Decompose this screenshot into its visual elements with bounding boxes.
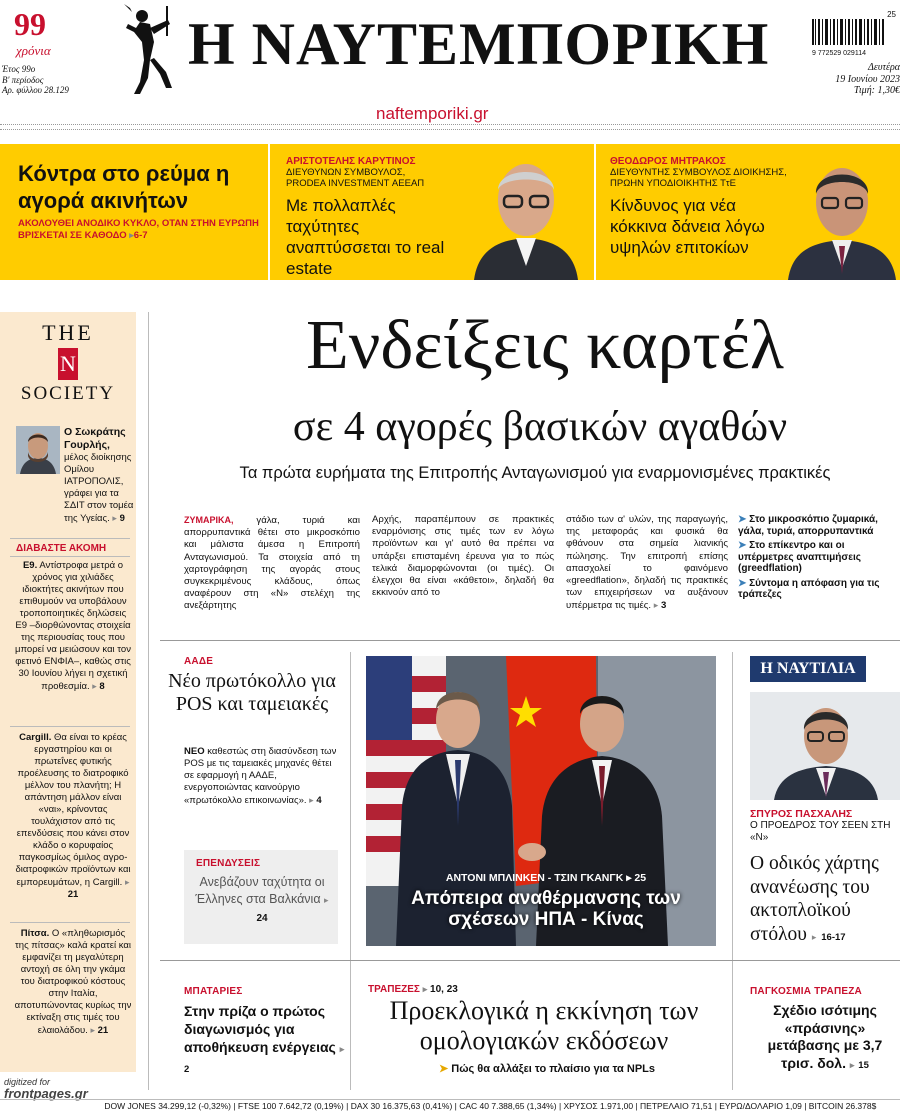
page-ref: 21 <box>67 889 79 900</box>
banner-divider <box>268 144 270 280</box>
interviewee-role: ΠΡΩΗΝ ΥΠΟΔΙΟΙΚΗΤΗΣ ΤτΕ <box>610 178 736 189</box>
ticker-item: FTSE 100 7.642,72 (0,19%) <box>237 1101 344 1111</box>
banks-kicker: ΤΡΑΠΕΖΕΣ <box>368 984 420 995</box>
page-arrow-icon: ▸ <box>92 681 97 691</box>
item-text: Ο «πληθωρισμός της πίτσας» καλά κρατεί και εμφανίζει τη μεγαλύτερη αντοχή σε όλη την γκάμα του διατροφικού κόστους στην Ιταλία, αποτυπώνοντας κυρίως την εκτίναξη στις τιμές του ελαιολάδου. <box>14 928 132 1036</box>
banner-divider <box>594 144 596 280</box>
interview-quote: Με πολλαπλές ταχύτητες αναπτύσσεται το real estate <box>286 196 445 278</box>
nautilia-headline <box>750 852 900 949</box>
page-arrow-icon: ▸ <box>90 1025 95 1035</box>
bullet-text: Σύντομα η απόφαση για τις τράπεζες <box>738 577 880 600</box>
barcode-icon <box>812 19 884 45</box>
kicker-text: ΑΚΟΛΟΥΘΕΙ ΑΝΟΔΙΚΟ ΚΥΚΛΟ, ΟΤΑΝ ΣΤΗΝ ΕΥΡΩΠΗ ΒΡΙΣΚΕΤΑΙ ΣΕ ΚΑΘΟΔΟ <box>18 218 259 241</box>
banks-headline[interactable]: Προεκλογικά η εκκίνηση των ομολογιακών εκδόσεων <box>389 996 699 1055</box>
photo-headline[interactable]: Απόπειρα αναθέρμανσης των σχέσεων ΗΠΑ - Κίνας <box>411 888 681 930</box>
columnist-name: Ο Σωκράτης Γουρλής, <box>64 426 126 451</box>
lead-dropcap-word: ΖΥΜΑΡΙΚΑ, <box>184 515 234 525</box>
logo-bottom: SOCIETY <box>20 383 116 404</box>
batteries-kicker: ΜΠΑΤΑΡΙΕΣ <box>184 986 243 997</box>
ticker-item: CAC 40 7.388,65 (1,34%) <box>459 1101 557 1111</box>
interviewee-role: ΔΙΕΥΘΥΝΩΝ ΣΥΜΒΟΥΛΟΣ, <box>286 167 406 178</box>
sidebar-rule <box>10 538 130 539</box>
page-arrow-icon: ▸ <box>324 895 329 905</box>
sidebar-item-pizza[interactable] <box>14 928 132 1037</box>
issue-info <box>2 64 69 96</box>
banner-interview-2[interactable] <box>610 156 790 258</box>
bullet-arrow-icon: ➤ <box>738 577 747 589</box>
ticker-item: DOW JONES 34.299,12 (-0,32%) <box>104 1101 231 1111</box>
portrait-mitrakos-icon <box>784 150 900 280</box>
aade-body: καθεστώς στη διασύνδεση των POS με τις ταμειακές μηχανές θέτει σε εφαρμογή η ΑΑΔΕ, ενεργοποιώντας καινούργιο «πρωτόκολλο επικοινωνίας». <box>184 746 337 806</box>
page-arrow-icon: ▸ <box>422 984 428 994</box>
column-rule <box>350 652 351 1090</box>
bullet-text: Στο επίκεντρο και οι υπέρμετρες αναπτιμήσεις (greedflation) <box>738 540 861 574</box>
main-subheadline: σε 4 αγορές βασικών αγαθών <box>292 404 788 450</box>
read-more-label: ΔΙΑΒΑΣΤΕ ΑΚΟΜΗ <box>16 543 107 554</box>
invest-kicker: ΕΠΕΝΔΥΣΕΙΣ <box>196 858 261 869</box>
interviewee-role: ΔΙΕΥΘΥΝΤΗΣ ΣΥΜΒΟΥΛΟΣ ΔΙΟΙΚΗΣΗΣ, <box>610 167 787 178</box>
page-ref: 2 <box>184 1064 190 1075</box>
masthead-rule <box>0 129 900 130</box>
page-arrow-icon: ▸ <box>653 600 659 611</box>
market-ticker: DOW JONES 34.299,12 (-0,32%) | FTSE 100 7.642,72 (0,19%) | DAX 30 16.375,63 (0,41%) | CAC 40 7.388,65 (1,34%) | ΧΡΥΣΟΣ 1.971,00 | ΠΕΤΡΕΛΑΙΟ 71,51 | ΕΥΡΩ/ΔΟΛΑΡΙΟ 1,09 | BITCOIN 26.378$ <box>0 1099 900 1112</box>
price: Τιμή: 1,30€ <box>853 85 900 96</box>
banner-story-kicker <box>18 218 268 241</box>
banks-kicker-line <box>368 984 458 995</box>
logo-letter: N <box>58 348 78 380</box>
photo-caption <box>376 872 716 930</box>
society-logo[interactable] <box>10 322 126 404</box>
page-arrow-icon: ▸ <box>112 513 117 523</box>
page-ref: 16-17 <box>821 931 846 943</box>
masthead-title: Η ΝΑΥΤΕΜΠΟΡΙΚΗ <box>188 11 770 77</box>
bullet-arrow-icon: ➤ <box>738 540 747 551</box>
aade-kicker: ΑΑΔΕ <box>184 656 214 667</box>
page-ref: 24 <box>256 913 268 924</box>
page-arrow-icon: ▸ <box>339 1044 345 1054</box>
page-arrow-icon: ▸ <box>811 931 817 942</box>
sidebar-rule <box>10 556 130 557</box>
ticker-item: DAX 30 16.375,63 (0,41%) <box>350 1101 453 1111</box>
column-rule <box>732 652 733 1090</box>
date-line: 19 Ιουνίου 2023 <box>835 73 900 85</box>
issue-line: Έτος 99ο <box>2 64 36 74</box>
barcode-number: 9 772529 029114 <box>812 50 866 57</box>
lead-bullet <box>738 578 898 601</box>
aade-text <box>184 746 344 807</box>
page-ref: 15 <box>858 1059 869 1071</box>
anniversary-word: χρόνια <box>16 43 51 58</box>
page-arrow-icon: ▸ <box>129 229 134 240</box>
page-ref: 4 <box>316 795 322 806</box>
portrait-paschalis-icon <box>750 692 900 800</box>
page-arrow-icon: ▸ <box>626 872 632 884</box>
page-ref: 6-7 <box>133 229 148 241</box>
section-rule <box>160 960 900 961</box>
page-arrow-icon: ▸ <box>124 877 130 887</box>
sidebar-rule <box>10 726 130 727</box>
page-arrow-icon: ▸ <box>309 795 314 805</box>
page-ref: 25 <box>634 872 647 884</box>
interview-quote: Κίνδυνος για νέα κόκκινα δάνεια λόγω υψηλών επιτοκίων <box>610 196 765 257</box>
digitized-label: digitized for <box>4 1077 51 1087</box>
lead-text: στάδιο των α' υλών, της παραγωγής, της μεταφοράς και φυσικά θα φθάνουν στα σημεία λιανικής πώλησης. Την επιτροπή επίσης απασχολεί το φαινόμενο «greedflation», δηλαδή τις πρακτικές των επιχειρήσεων να αυξάνουν υπέρμετρα τις τιμές. <box>566 514 728 612</box>
ticker-item: ΠΕΤΡΕΛΑΙΟ 71,51 <box>640 1101 713 1111</box>
portrait-karytinos-icon <box>468 146 584 280</box>
page-ref: 3 <box>660 600 667 612</box>
hermes-logo-icon <box>120 2 176 98</box>
watermark-site[interactable]: frontpages.gr <box>4 1086 88 1101</box>
website-link[interactable]: naftemporiki.gr <box>376 104 489 123</box>
lead-bullets <box>738 514 898 601</box>
lead-bullet <box>738 540 898 575</box>
section-rule <box>160 640 900 641</box>
bullet-text: Στο μικροσκόπιο ζυμαρικά, γάλα, τυριά, απορρυπαντικά <box>738 514 878 537</box>
interviewee-name: ΘΕΟΔΩΡΟΣ ΜΗΤΡΑΚΟΣ <box>610 156 726 167</box>
interviewee-role: PRODEA INVESTMENT ΑΕΕΑΠ <box>286 178 425 189</box>
item-text: Θα είναι το κρέας εργαστηρίου και οι πρωτεΐνες φυτικής προέλευσης το διατροφικό μέλλον του πλανήτη; Η απάντηση μάλλον είναι «ναι», κρίνοντας τουλάχιστον από τις επενδύσεις που κάνει στον κλάδο ο κορυφαίος παγκοσμίως όμιλος αγρο-διατροφικών προϊόντων και εμπορευμάτων, η Cargill. <box>15 732 131 888</box>
invest-text <box>192 874 332 927</box>
page-arrow-icon: ▸ <box>849 1059 855 1070</box>
masthead-rule <box>0 124 900 125</box>
column-rule <box>148 312 149 1090</box>
world-bank-headline-text: Σχέδιο ισότιμης «πράσινης» μετάβασης με 3,7 τρισ. δολ. <box>767 1002 883 1071</box>
item-lead: Ε9. <box>22 560 38 571</box>
batteries-headline-text: Στην πρίζα ο πρώτος διαγωνισμός για αποθήκευση ενέργειας <box>184 1003 336 1055</box>
bullet-arrow-icon: ➤ <box>738 514 747 525</box>
lead-bullet <box>738 514 898 537</box>
banks-sub <box>368 1062 726 1075</box>
sidebar-item-cargill[interactable] <box>14 732 132 901</box>
lead-column-1 <box>184 514 360 613</box>
issue-line: Β' περίοδος <box>2 74 44 85</box>
item-lead: Πίτσα. <box>20 928 50 939</box>
barcode-top: 25 <box>887 10 896 19</box>
logo-top: THE <box>42 320 94 345</box>
lead-text: γάλα, τυριά και απορρυπαντικά θέτει στο μικροσκόπιο και μάλιστα άμεσα η Επιτροπή Ανταγωνισμού. Τα στοιχεία από τη χαρτογράφηση της αγοράς στους συγκεκριμένους κλάδους, όπως αναφέρουν στη «Ν» στελέχη της ανεξάρτητης <box>184 515 360 612</box>
nautilia-story[interactable] <box>750 808 900 949</box>
lead-column-3 <box>566 514 728 613</box>
main-standfirst: Τα πρώτα ευρήματα της Επιτροπής Ανταγωνισμού για εναρμονισμένες πρακτικές <box>239 464 831 482</box>
nautilia-name: ΣΠΥΡΟΣ ΠΑΣΧΑΛΗΣ <box>750 808 853 820</box>
photo-names <box>376 872 716 884</box>
nautilia-logo[interactable]: Η ΝΑΥΤΙΛΙΑ <box>750 656 866 682</box>
columnist-text <box>16 452 136 525</box>
barcode <box>812 10 896 57</box>
sidebar-item-e9[interactable] <box>14 560 132 693</box>
anniversary-number: 99 <box>14 6 46 42</box>
date-line: Δευτέρα <box>868 62 900 73</box>
ticker-item: ΕΥΡΩ/ΔΟΛΑΡΙΟ 1,09 <box>719 1101 802 1111</box>
banner-story-headline[interactable]: Κόντρα στο ρεύμα η αγορά ακινήτων <box>18 161 230 213</box>
columnist-description: μέλος διοίκησης Ομίλου ΙΑΤΡΟΠΟΛΙΣ, γράφει για τα ΣΔΙΤ στον τομέα της Υγείας. <box>64 452 134 524</box>
page-ref: 9 <box>119 513 125 524</box>
issue-line: Αρ. φύλλου 28.129 <box>2 85 69 95</box>
main-headline[interactable]: Ενδείξεις καρτέλ <box>305 307 784 384</box>
nautilia-role: Ο ΠΡΟΕΔΡΟΣ ΤΟΥ ΣΕΕΝ ΣΤΗ «Ν» <box>750 820 891 843</box>
item-lead: Cargill. <box>19 732 52 743</box>
ticker-item: BITCOIN 26.378$ <box>808 1101 877 1111</box>
page-ref: 8 <box>99 681 105 692</box>
banks-sub-text: Πώς θα αλλάξει το πλαίσιο για τα NPLs <box>451 1063 655 1075</box>
sidebar-rule <box>10 922 130 923</box>
issue-date <box>790 62 900 97</box>
world-bank-kicker: ΠΑΓΚΟΣΜΙΑ ΤΡΑΠΕΖΑ <box>750 986 862 997</box>
aade-lead: ΝΕΟ <box>184 746 205 757</box>
ticker-item: ΧΡΥΣΟΣ 1.971,00 <box>563 1101 634 1111</box>
world-bank-headline[interactable] <box>750 1002 900 1074</box>
invest-headline: Ανεβάζουν ταχύτητα οι Έλληνες στα Βαλκάνια <box>195 875 325 906</box>
item-text: Αντίστροφα μετρά ο χρόνος για χιλιάδες ιδιοκτήτες ακινήτων που επιθυμούν να υποβάλουν τροποποιητικές δηλώσεις Ε9 –διορθώνοντας στοιχεία της περιουσίας τους που μπορεί να μειώσουν και τον φετινό ΕΝΦΙΑ–, καθώς στις 30 Ιουνίου λήγει η σχετική προθεσμία. <box>15 560 131 692</box>
batteries-headline[interactable] <box>184 1002 346 1079</box>
lead-text: Αρχής, παραπέμπουν σε πρακτικές εναρμόνισης στις τιμές των εν λόγω προϊόντων και γι' αυτό θα πρέπει να υπάρξει επισταμένη έρευνα για το πώς τελικά διαμορφώνονται (οι τιμές). Οι έλεγχοι θα είναι «κάθετοι», δηλαδή θα εκκινούν από το <box>372 514 554 599</box>
lead-column-2 <box>372 514 554 599</box>
aade-headline[interactable]: Νέο πρωτόκολλο για POS και ταμειακές <box>168 670 336 715</box>
bullet-arrow-icon: ➤ <box>439 1063 449 1075</box>
interviewee-name: ΑΡΙΣΤΟΤΕΛΗΣ ΚΑΡΥΤΙΝΟΣ <box>286 156 416 167</box>
banner-interview-1[interactable] <box>286 156 466 279</box>
page-ref: 21 <box>97 1025 109 1036</box>
nautilia-headline-text: Ο οδικός χάρτης ανανέωσης του ακτοπλοϊκού στόλου <box>750 853 879 945</box>
columnist-blurb[interactable] <box>64 426 134 452</box>
page-ref: 10, 23 <box>430 984 458 995</box>
photo-names-text: ΑΝΤΟΝΙ ΜΠΛΙΝΚΕΝ - ΤΣΙΝ ΓΚΑΝΓΚ <box>445 872 624 884</box>
